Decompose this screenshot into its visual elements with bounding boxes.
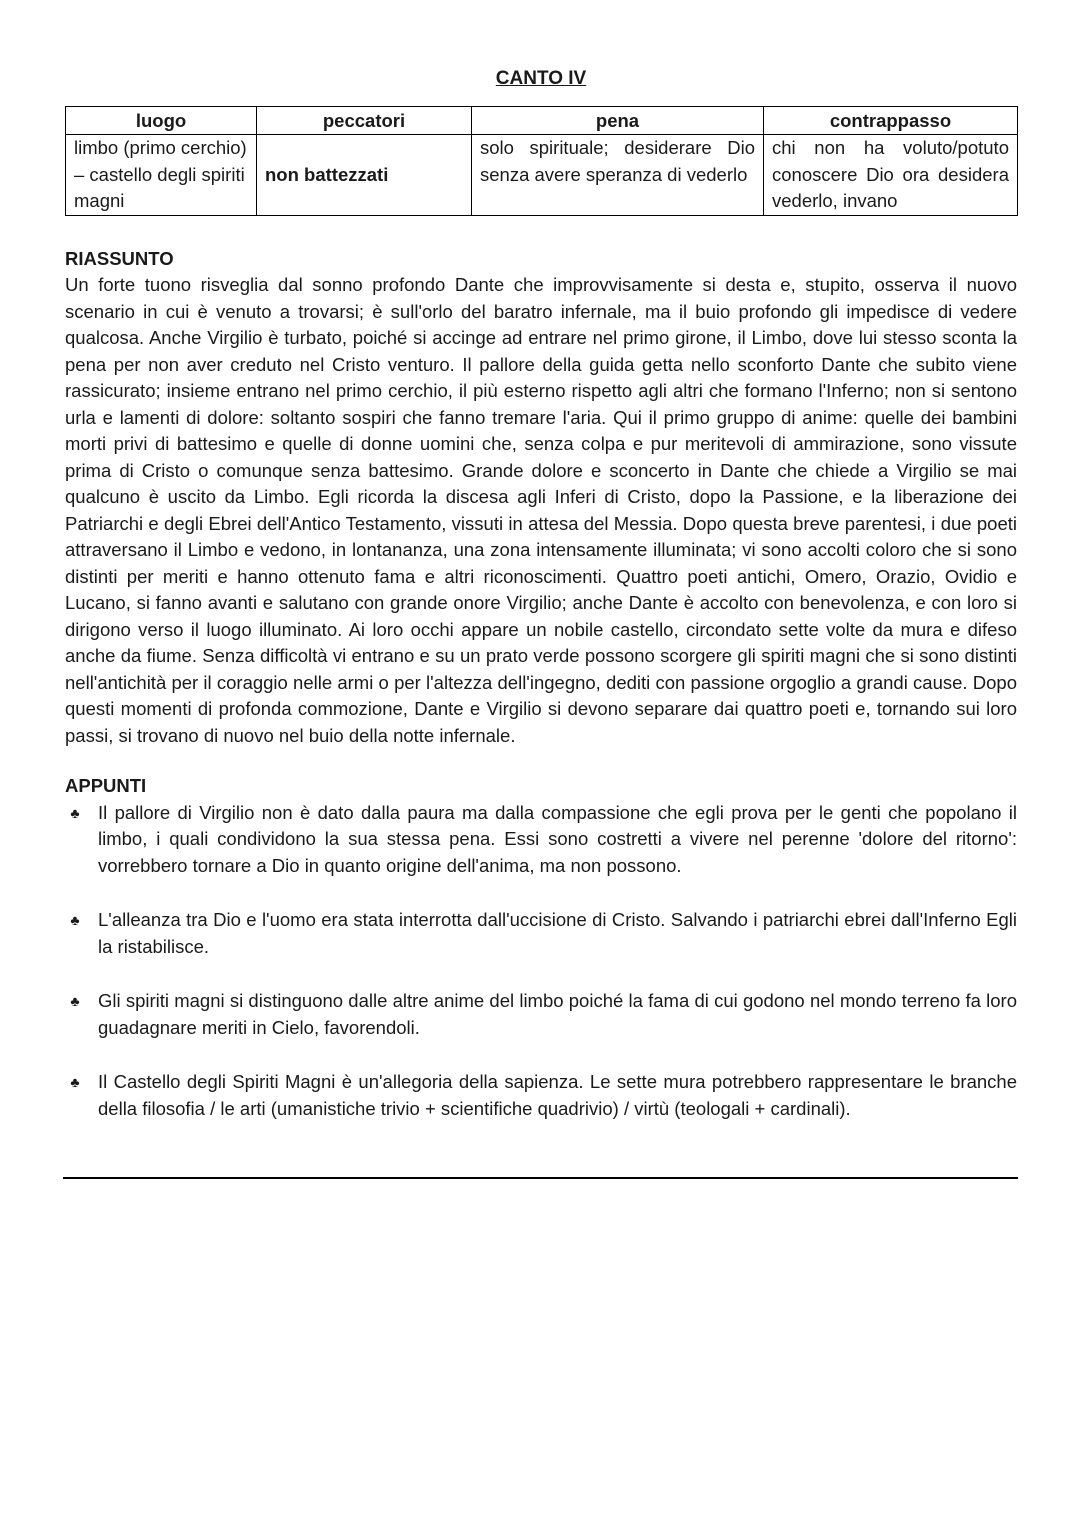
club-bullet-icon: ♣ — [70, 804, 80, 821]
appunti-item-text: L'alleanza tra Dio e l'uomo era stata interrotta dall'uccisione di Cristo. Salvando i patriarchi ebrei dall'Inferno Egli la ristabilisce. — [98, 909, 1017, 957]
appunti-item-text: Il Castello degli Spiriti Magni è un'allegoria della sapienza. Le sette mura potrebbero rappresentare le branche della filosofia / le arti (umanistiche trivio + scientifiche quadrivio) / virtù (teologali + cardinali). — [98, 1071, 1017, 1119]
appunti-item-text: Il pallore di Virgilio non è dato dalla paura ma dalla compassione che egli prova per le genti che popolano il limbo, i quali condividono la sua stessa pena. Essi sono costretti a vivere nel perenne 'dolore del ritorno': vorrebbero tornare a Dio in quanto origine dell'anima, ma non possono. — [98, 801, 1017, 876]
header-luogo: luogo — [66, 107, 257, 135]
cell-peccatori: non battezzati — [257, 135, 472, 216]
header-pena: pena — [472, 107, 764, 135]
list-item — [65, 907, 1017, 960]
cell-contrappasso: chi non ha voluto/potuto conoscere Dio ora desidera vederlo, invano — [764, 135, 1018, 216]
riassunto-text: Un forte tuono risveglia dal sonno profondo Dante che improvvisamente si desta e, stupito, osserva il nuovo scenario in cui è venuto a trovarsi; è sull'orlo del baratro infernale, ma il buio profondo gli impedisce di vedere qualcosa. Anche Virgilio è turbato, poiché si accinge ad entrare nel primo girone, il Limbo, dove lui stesso sconta la pena per non aver creduto nel Cristo venturo. Il pallore della guida getta nello sconforto Dante che subito viene rassicurato; insieme entrano nel primo cerchio, il più esterno rispetto agli altri che formano l'Inferno; non si sentono urla e lamenti di dolore: soltanto sospiri che fanno tremare l'aria. Qui il primo gruppo di anime: quelle dei bambini morti privi di battesimo e quelle di donne uomini che, senza colpa e pur meritevoli di ammirazione, sono vissute prima di Cristo o comunque senza battesimo. Grande dolore e sconcerto in Dante che chiede a Virgilio se mai qualcuno è uscito da Limbo. Egli ricorda la discesa agli Inferi di Cristo, dopo la Passione, e la liberazione dei Patriarchi e degli Ebrei dell'Antico Testamento, vissuti in attesa del Messia. Dopo questa breve parentesi, i due poeti attraversano il Limbo e vedono, in lontananza, una zona intensamente illuminata; vi sono accolti coloro che si sono distinti per meriti e hanno ottenuto fama e altri riconoscimenti. Quattro poeti antichi, Omero, Orazio, Ovidio e Lucano, si fanno avanti e salutano con grande onore Virgilio; anche Dante è accolto con benevolenza, e con loro si dirigono verso il luogo illuminato. Ai loro occhi appare un nobile castello, circondato sette volte da mura e difeso anche da fiume. Senza difficoltà vi entrano e su un prato verde possono scorgere gli spiriti magni che si sono distinti nell'antichità per il coraggio nelle armi o per l'altezza dell'ingegno, dediti con passione orgoglio a grandi cause. Dopo questi momenti di profonda commozione, Dante e Virgilio si devono separare dai quattro poeti e, tornando sui loro passi, si trovano di nuovo nel buio della notte infernale. — [65, 274, 1017, 746]
riassunto-heading: RIASSUNTO — [65, 247, 174, 269]
club-bullet-icon: ♣ — [70, 993, 80, 1009]
appunti-item-text: Gli spiriti magni si distinguono dalle altre anime del limbo poiché la fama di cui godono nel mondo terreno fa loro guadagnare meriti in Cielo, favorendoli. — [98, 990, 1017, 1038]
appunti-list — [65, 800, 1017, 1123]
cell-luogo: limbo (primo cerchio) – castello degli spiriti magni — [66, 135, 257, 216]
list-item — [65, 1069, 1017, 1122]
document-page — [65, 66, 1017, 1150]
list-item — [65, 800, 1017, 880]
list-item — [65, 988, 1017, 1041]
table-header-row — [66, 107, 1018, 135]
header-contrappasso: contrappasso — [764, 107, 1018, 135]
header-peccatori: peccatori — [257, 107, 472, 135]
canto-summary-table — [65, 106, 1018, 216]
table-row — [66, 135, 1018, 216]
bottom-divider — [63, 1177, 1018, 1179]
club-bullet-icon: ♣ — [70, 1074, 80, 1090]
cell-pena: solo spirituale; desiderare Dio senza avere speranza di vederlo — [472, 135, 764, 216]
canto-title: CANTO IV — [495, 68, 587, 89]
appunti-heading: APPUNTI — [65, 775, 147, 796]
club-bullet-icon: ♣ — [70, 912, 80, 928]
